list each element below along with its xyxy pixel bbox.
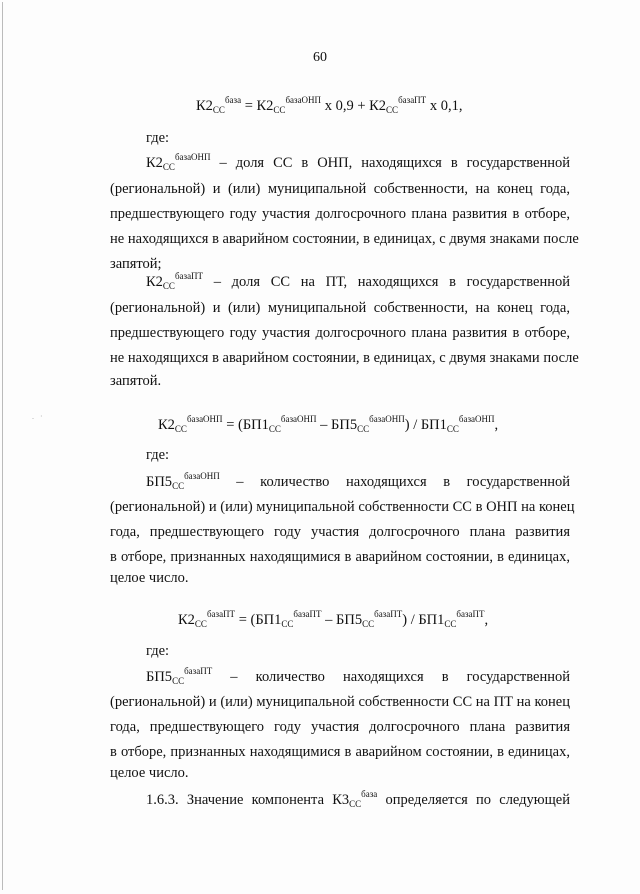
where-label: где: (146, 130, 170, 146)
definition-line: не находящихся в аварийном состоянии, в единицах, с двумя знаками после (110, 231, 579, 247)
definition-line: года, предшествующего году участия долгосрочного плана развития (110, 719, 570, 735)
where-label: где: (146, 447, 170, 463)
where-label: где: (146, 643, 170, 659)
definition-line: в отборе, признанных находящимися в аварийном состоянии, в единицах, (110, 549, 570, 565)
definition-k2-onp-first-line: $К2_{СС}^{базаОНП}$ – доля СС в ОНП, находящихся в государственной (146, 152, 570, 172)
scan-artifact: . · (32, 412, 45, 421)
definition-line-last: запятой; (110, 256, 162, 272)
definition-line: предшествующего году участия долгосрочного плана развития в отборе, (110, 325, 570, 341)
definition-bp5-onp-first-line: $БП5_{СС}^{базаОНП}$ – количество находящихся в государственной (146, 471, 570, 491)
definition-k2-pt-first-line: $К2_{СС}^{базаПТ}$ – доля СС на ПТ, находящихся в государственной (146, 271, 570, 291)
definition-line: (региональной) и (или) муниципальной собственности СС в ОНП на конец (110, 499, 575, 515)
formula-k2-onp: $К2_{СС}^{базаОНП} = (БП1_{СС}^{базаОНП} - БП5_{СС}^{базаОНП}) / БП1_{СС}^{базаОНП}$, (158, 414, 499, 434)
formula-k2-pt: $К2_{СС}^{базаПТ} = (БП1_{СС}^{базаПТ} - БП5_{СС}^{базаПТ}) / БП1_{СС}^{базаПТ}$, (178, 609, 489, 629)
definition-line: года, предшествующего году участия долгосрочного плана развития (110, 524, 570, 540)
definition-line: (региональной) и (или) муниципальной собственности СС на ПТ на конец (110, 694, 570, 710)
definition-line-last: целое число. (110, 765, 189, 781)
section-1-6-3-line: 1.6.3. Значение компонента $К3_{СС}^{база}$ определяется по следующей (146, 789, 570, 809)
definition-bp5-pt-first-line: $БП5_{СС}^{базаПТ}$ – количество находящихся в государственной (146, 666, 570, 686)
definition-line: (региональной) и (или) муниципальной собственности, на конец года, (110, 300, 570, 316)
definition-line: не находящихся в аварийном состоянии, в единицах, с двумя знаками после (110, 350, 579, 366)
definition-line-last: целое число. (110, 570, 189, 586)
definition-line: (региональной) и (или) муниципальной собственности, на конец года, (110, 181, 570, 197)
page-number: 60 (313, 50, 327, 65)
definition-line: в отборе, признанных находящимися в аварийном состоянии, в единицах, (110, 744, 570, 760)
definition-line-last: запятой. (110, 373, 162, 389)
definition-line: предшествующего году участия долгосрочного плана развития в отборе, (110, 206, 570, 222)
formula-k2-base: $К2_{СС}^{база} = К2_{СС}^{базаОНП}$ х $0,9 + К2_{СС}^{базаПТ}$ х 0,1, (196, 95, 463, 115)
